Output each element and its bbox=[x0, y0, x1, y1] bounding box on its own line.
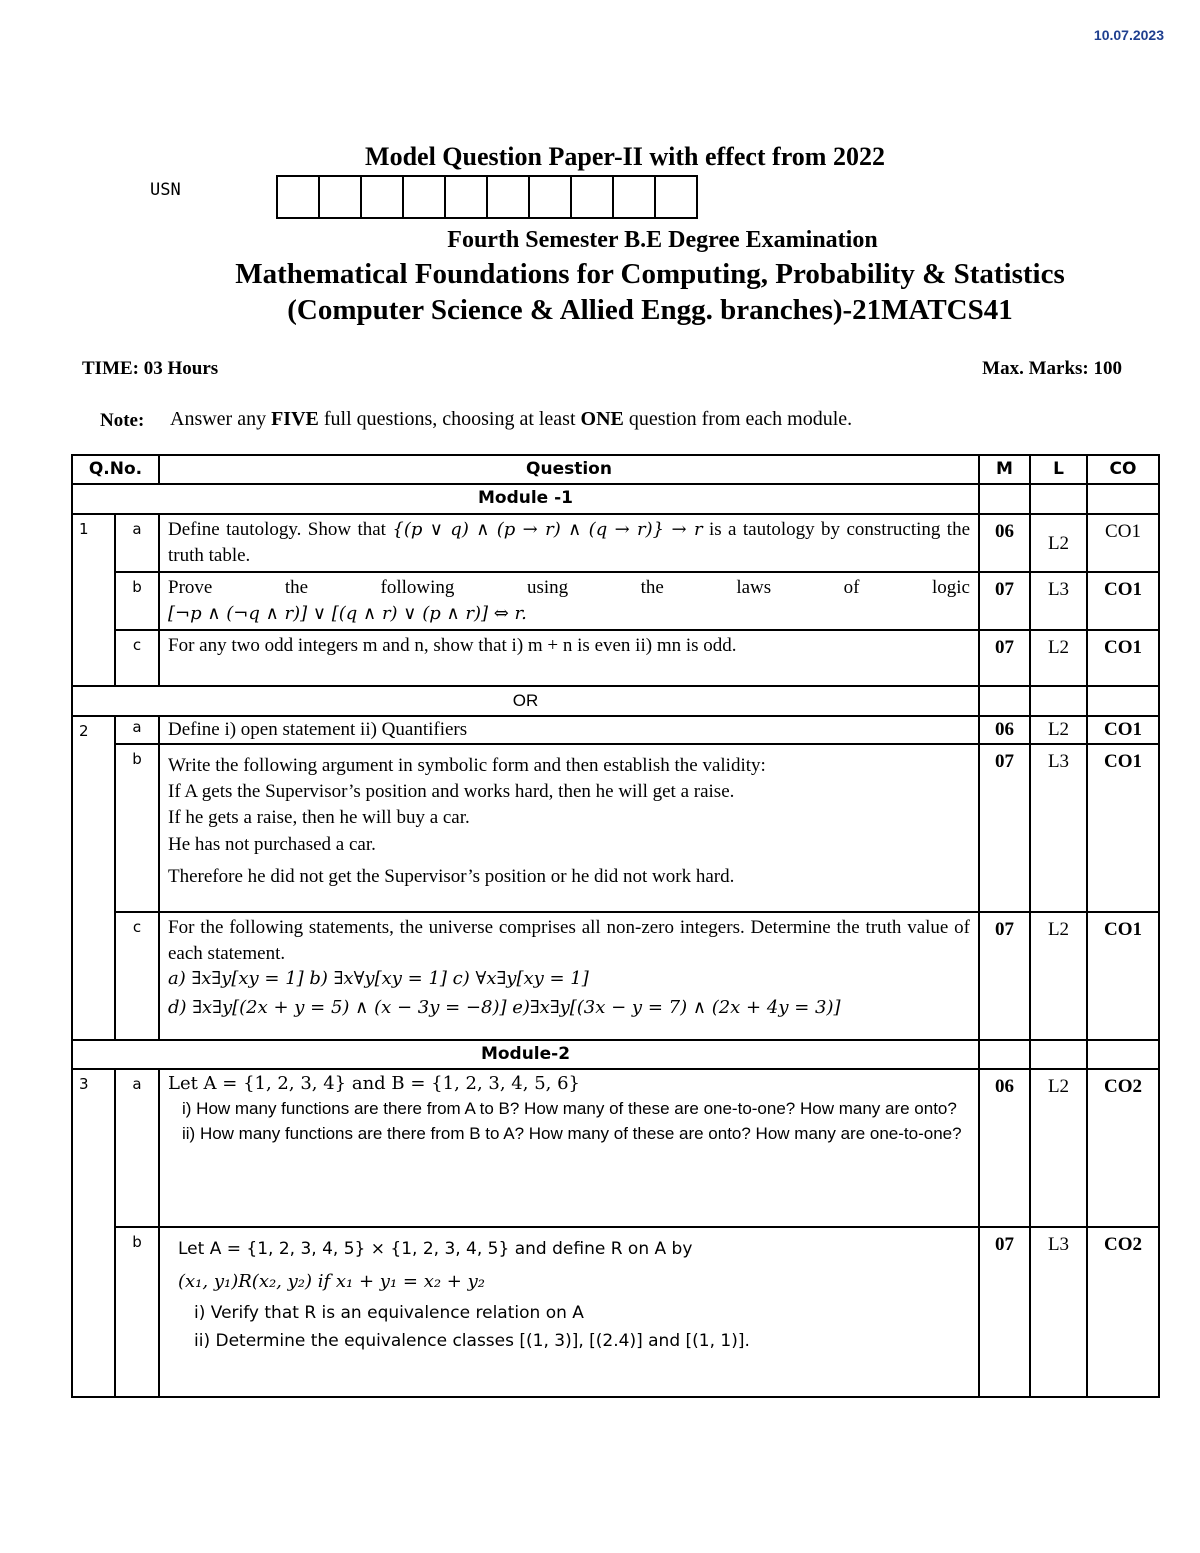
marks: 07 bbox=[979, 1227, 1030, 1397]
usn-box bbox=[446, 177, 488, 217]
question-number: 2 bbox=[72, 716, 115, 1040]
question-text-part: is a tautology by constructing the truth table. bbox=[168, 518, 971, 567]
question-text-part: Let A = {1, 2, 3, 4, 5} × {1, 2, 3, 4, 5} and define R on A by bbox=[178, 1239, 693, 1260]
level: L2 bbox=[1030, 1069, 1087, 1227]
table-row bbox=[72, 716, 1159, 744]
table-row bbox=[72, 1227, 1159, 1397]
course-outcome: CO1 bbox=[1087, 744, 1159, 912]
usn-box bbox=[656, 177, 696, 217]
note-label: Note: bbox=[100, 410, 145, 431]
marks: 07 bbox=[979, 912, 1030, 1040]
level: L3 bbox=[1030, 572, 1087, 630]
note-five: FIVE bbox=[271, 408, 319, 430]
max-marks: Max. Marks: 100 bbox=[982, 358, 1122, 379]
table-row bbox=[72, 744, 1159, 912]
level: L3 bbox=[1030, 744, 1087, 912]
question-text bbox=[159, 1227, 979, 1397]
course-outcome: CO2 bbox=[1087, 1069, 1159, 1227]
argument-line: Therefore he did not get the Supervisor’s position or he did not work hard. bbox=[168, 865, 735, 887]
exam-name: Fourth Semester B.E Degree Examination bbox=[447, 227, 878, 253]
usn-box bbox=[320, 177, 362, 217]
argument-line: If A gets the Supervisor’s position and works hard, then he will get a raise. bbox=[168, 781, 735, 803]
usn-box bbox=[572, 177, 614, 217]
question-text bbox=[159, 514, 979, 572]
course-outcome: CO1 bbox=[1087, 912, 1159, 1040]
subject-title: Mathematical Foundations for Computing, Probability & Statistics bbox=[235, 258, 1065, 290]
question-number: 1 bbox=[72, 514, 115, 686]
course-outcome: CO1 bbox=[1087, 514, 1159, 572]
question-words bbox=[168, 575, 970, 601]
or-separator: OR bbox=[72, 686, 979, 715]
word: logic bbox=[932, 577, 970, 599]
module-row bbox=[72, 484, 1159, 513]
usn-box bbox=[362, 177, 404, 217]
course-outcome: CO1 bbox=[1087, 630, 1159, 686]
question-text: For any two odd integers m and n, show that i) m + n is even ii) mn is odd. bbox=[159, 630, 979, 686]
usn-box bbox=[488, 177, 530, 217]
course-outcome: CO1 bbox=[1087, 572, 1159, 630]
note-text bbox=[170, 408, 852, 431]
table-row bbox=[72, 912, 1159, 1040]
sub-question: i) How many functions are there from A to B? How many of these are one-to-one? How many are onto? bbox=[182, 1099, 957, 1119]
module-1-label: Module -1 bbox=[72, 484, 979, 513]
level: L2 bbox=[1030, 514, 1087, 572]
sub-label: c bbox=[115, 630, 159, 686]
usn-box bbox=[614, 177, 656, 217]
level: L2 bbox=[1030, 630, 1087, 686]
date-stamp: 10.07.2023 bbox=[1093, 27, 1164, 43]
question-text bbox=[159, 1069, 979, 1227]
marks: 07 bbox=[979, 572, 1030, 630]
formula: [¬p ∧ (¬q ∧ r)] ∨ [(q ∧ r) ∨ (p ∧ r)] ⇔ r. bbox=[168, 602, 527, 624]
word: the bbox=[640, 577, 664, 599]
formula: d) ∃x∃y[(2x + y = 5) ∧ (x − 3y = −8)] e)∃x∃y[(3x − y = 7) ∧ (2x + 4y = 3)] bbox=[168, 997, 841, 1019]
usn-box bbox=[404, 177, 446, 217]
word: Prove bbox=[168, 577, 213, 599]
note-part: full questions, choosing at least bbox=[318, 408, 581, 430]
question-number: 3 bbox=[72, 1069, 115, 1397]
branch-code: (Computer Science & Allied Engg. branches)-21MATCS41 bbox=[287, 294, 1013, 326]
note-part: Answer any bbox=[170, 408, 272, 430]
note-part: question from each module. bbox=[623, 408, 853, 430]
sub-label: b bbox=[115, 744, 159, 912]
marks: 06 bbox=[979, 514, 1030, 572]
question-text-part: Define tautology. Show that bbox=[168, 518, 393, 540]
formula: Let A = {1, 2, 3, 4} and B = {1, 2, 3, 4, 5, 6} bbox=[168, 1073, 581, 1095]
sub-question: i) Verify that R is an equivalence relation on A bbox=[194, 1303, 584, 1324]
question-table bbox=[71, 454, 1160, 1398]
paper-title: Model Question Paper-II with effect from 2022 bbox=[365, 142, 885, 171]
or-row bbox=[72, 686, 1159, 715]
word: the bbox=[284, 577, 309, 599]
marks: 07 bbox=[979, 630, 1030, 686]
argument-line: If he gets a raise, then he will buy a car. bbox=[168, 807, 470, 829]
sub-label: c bbox=[115, 912, 159, 1040]
table-row bbox=[72, 514, 1159, 572]
usn-box bbox=[278, 177, 320, 217]
note-one: ONE bbox=[580, 408, 624, 430]
question-text bbox=[159, 744, 979, 912]
argument-line: Write the following argument in symbolic form and then establish the validity: bbox=[168, 755, 766, 777]
usn-label: USN bbox=[150, 180, 181, 200]
formula: a) ∃x∃y[xy = 1] b) ∃x∀y[xy = 1] c) ∀x∃y[xy = 1] bbox=[168, 968, 589, 990]
question-text bbox=[159, 912, 979, 1040]
table-row bbox=[72, 1069, 1159, 1227]
header-m: M bbox=[979, 455, 1030, 484]
question-text-part: For the following statements, the universe comprises all non-zero integers. Determine the truth value of each statement. bbox=[168, 917, 970, 965]
sub-label: a bbox=[115, 514, 159, 572]
level: L3 bbox=[1030, 1227, 1087, 1397]
question-text bbox=[159, 572, 979, 630]
module-row bbox=[72, 1040, 1159, 1069]
marks: 06 bbox=[979, 716, 1030, 744]
marks: 06 bbox=[979, 1069, 1030, 1227]
exam-time: TIME: 03 Hours bbox=[82, 358, 219, 379]
word: using bbox=[526, 577, 569, 599]
level: L2 bbox=[1030, 716, 1087, 744]
word: laws bbox=[736, 577, 772, 599]
level: L2 bbox=[1030, 912, 1087, 1040]
sub-label: a bbox=[115, 716, 159, 744]
word: following bbox=[380, 577, 455, 599]
header-co: CO bbox=[1087, 455, 1159, 484]
header-l: L bbox=[1030, 455, 1087, 484]
word: of bbox=[843, 577, 860, 599]
sub-label: a bbox=[115, 1069, 159, 1227]
formula: (x₁, y₁)R(x₂, y₂) if x₁ + y₁ = x₂ + y₂ bbox=[178, 1270, 485, 1292]
question-text: Define i) open statement ii) Quantifiers bbox=[159, 716, 979, 744]
course-outcome: CO2 bbox=[1087, 1227, 1159, 1397]
header-qno: Q.No. bbox=[72, 455, 159, 484]
sub-question: ii) Determine the equivalence classes [(1, 3)], [(2.4)] and [(1, 1)]. bbox=[194, 1330, 750, 1351]
course-outcome: CO1 bbox=[1087, 716, 1159, 744]
table-row bbox=[72, 572, 1159, 630]
table-row bbox=[72, 630, 1159, 686]
sub-label: b bbox=[115, 572, 159, 630]
module-2-label: Module-2 bbox=[72, 1040, 979, 1069]
sub-question: ii) How many functions are there from B to A? How many of these are onto? How many are one-to-one? bbox=[182, 1123, 962, 1143]
table-header-row bbox=[72, 455, 1159, 484]
marks: 07 bbox=[979, 744, 1030, 912]
usn-box bbox=[530, 177, 572, 217]
formula: {(p ∨ q) ∧ (p → r) ∧ (q → r)} → r bbox=[392, 518, 703, 540]
header-question: Question bbox=[159, 455, 979, 484]
argument-line: He has not purchased a car. bbox=[168, 833, 376, 855]
usn-boxes bbox=[276, 175, 698, 219]
sub-label: b bbox=[115, 1227, 159, 1397]
